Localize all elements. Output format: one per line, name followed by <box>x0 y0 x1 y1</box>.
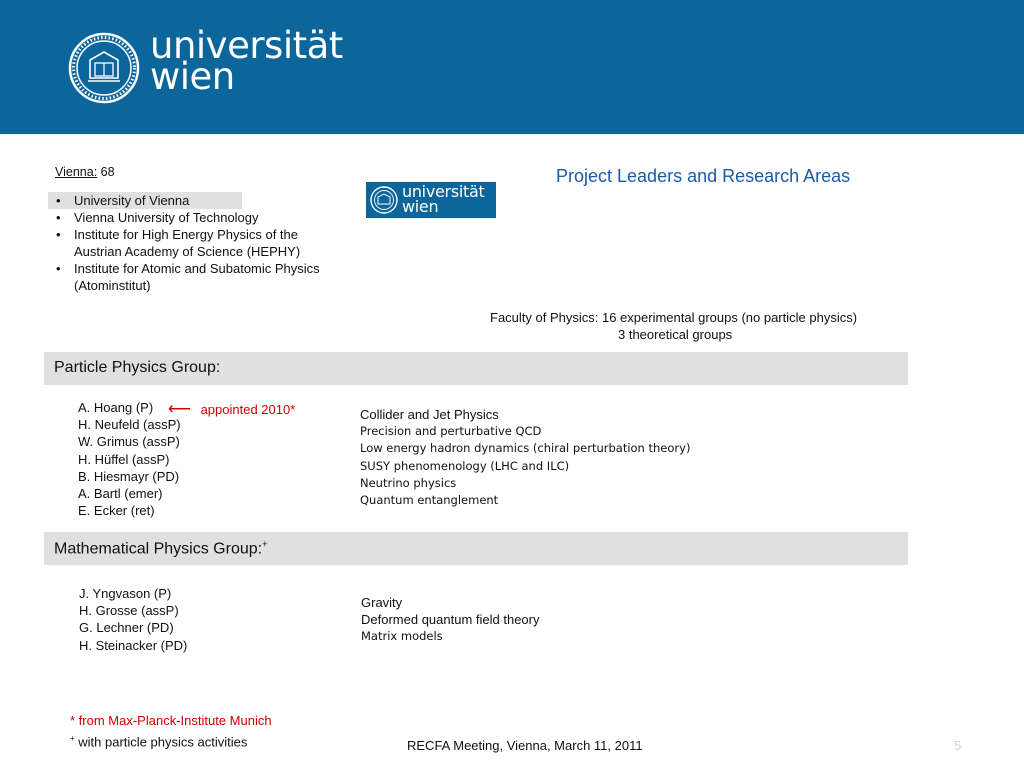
mini-logo-text <box>402 184 484 214</box>
appointed-annotation <box>168 399 295 419</box>
person-item: B. Hiesmayr (PD) <box>78 468 180 484</box>
footnote-text: with particle physics activities <box>74 734 248 750</box>
research-area-item: SUSY phenomenology (LHC and ILC) <box>360 458 570 473</box>
person-item: H. Hüffel (assP) <box>78 451 170 467</box>
institution-list <box>48 192 348 294</box>
research-area-item: Matrix models <box>361 629 443 644</box>
institution-item: • Vienna University of Technology <box>48 209 348 226</box>
research-area-item: Gravity <box>361 595 403 610</box>
footnote-marker: + <box>70 734 75 743</box>
slide-title: Project Leaders and Research Areas <box>556 166 851 186</box>
person-item: G. Lechner (PD) <box>79 620 174 636</box>
person-item: H. Grosse (assP) <box>79 603 179 619</box>
appointed-text: appointed 2010* <box>200 402 296 417</box>
research-area-item: Quantum entanglement <box>360 493 499 508</box>
person-item: E. Ecker (ret) <box>78 503 155 519</box>
research-area-item: Low energy hadron dynamics (chiral perturbation theory) <box>360 441 691 456</box>
person-item: W. Grimus (assP) <box>78 434 180 450</box>
research-area-item: Precision and perturbative QCD <box>360 424 542 439</box>
institution-item: • Institute for High Energy Physics of the Austrian Academy of Science (HEPHY) <box>48 226 348 260</box>
university-seal-icon <box>68 32 140 104</box>
institution-item: • Institute for Atomic and Subatomic Physics (Atominstitut) <box>48 260 348 294</box>
footer-meeting: RECFA Meeting, Vienna, March 11, 2011 <box>407 738 643 753</box>
vienna-label: Vienna: <box>55 165 98 179</box>
particle-group-title: Particle Physics Group: <box>54 359 221 376</box>
mini-university-logo <box>366 182 496 218</box>
vienna-number: 68 <box>100 165 115 179</box>
institution-item: • University of Vienna <box>48 192 242 209</box>
footnote-max-planck: * from Max-Planck-Institute Munich <box>70 713 272 728</box>
person-item: H. Steinacker (PD) <box>79 637 188 653</box>
left-arrow-icon: ⟵ <box>168 401 191 418</box>
logo-line-1: universität <box>150 24 343 67</box>
page-number: 5 <box>954 738 962 753</box>
header-banner <box>0 0 1024 134</box>
university-logo-text <box>150 24 343 98</box>
logo-line-2: wien <box>150 55 235 98</box>
particle-group-header <box>44 352 908 385</box>
particle-people-list <box>78 399 181 519</box>
footnote-particle-activities <box>70 734 247 749</box>
faculty-line-1: Faculty of Physics: 16 experimental groups (no particle physics) <box>490 310 858 325</box>
math-research-areas <box>361 594 539 646</box>
research-area-item: Collider and Jet Physics <box>360 407 499 422</box>
research-area-item: Deformed quantum field theory <box>361 612 540 628</box>
math-people-list <box>79 585 187 654</box>
person-item: A. Bartl (emer) <box>78 486 163 502</box>
faculty-line-2: 3 theoretical groups <box>618 327 733 342</box>
mini-logo-line-1: universität <box>402 182 485 201</box>
person-item: A. Hoang (P) <box>78 400 154 415</box>
person-item: H. Neufeld (assP) <box>78 417 181 433</box>
mini-logo-line-2: wien <box>402 197 439 216</box>
particle-research-areas <box>360 406 690 509</box>
math-group-title: Mathematical Physics Group: <box>54 540 263 558</box>
person-item: J. Yngvason (P) <box>79 586 172 601</box>
research-area-item: Neutrino physics <box>360 475 457 490</box>
vienna-count <box>55 165 115 179</box>
math-group-marker: + <box>262 539 268 549</box>
mini-seal-icon <box>370 186 398 214</box>
math-group-title-wrap <box>54 539 267 558</box>
math-group-header <box>44 532 908 565</box>
